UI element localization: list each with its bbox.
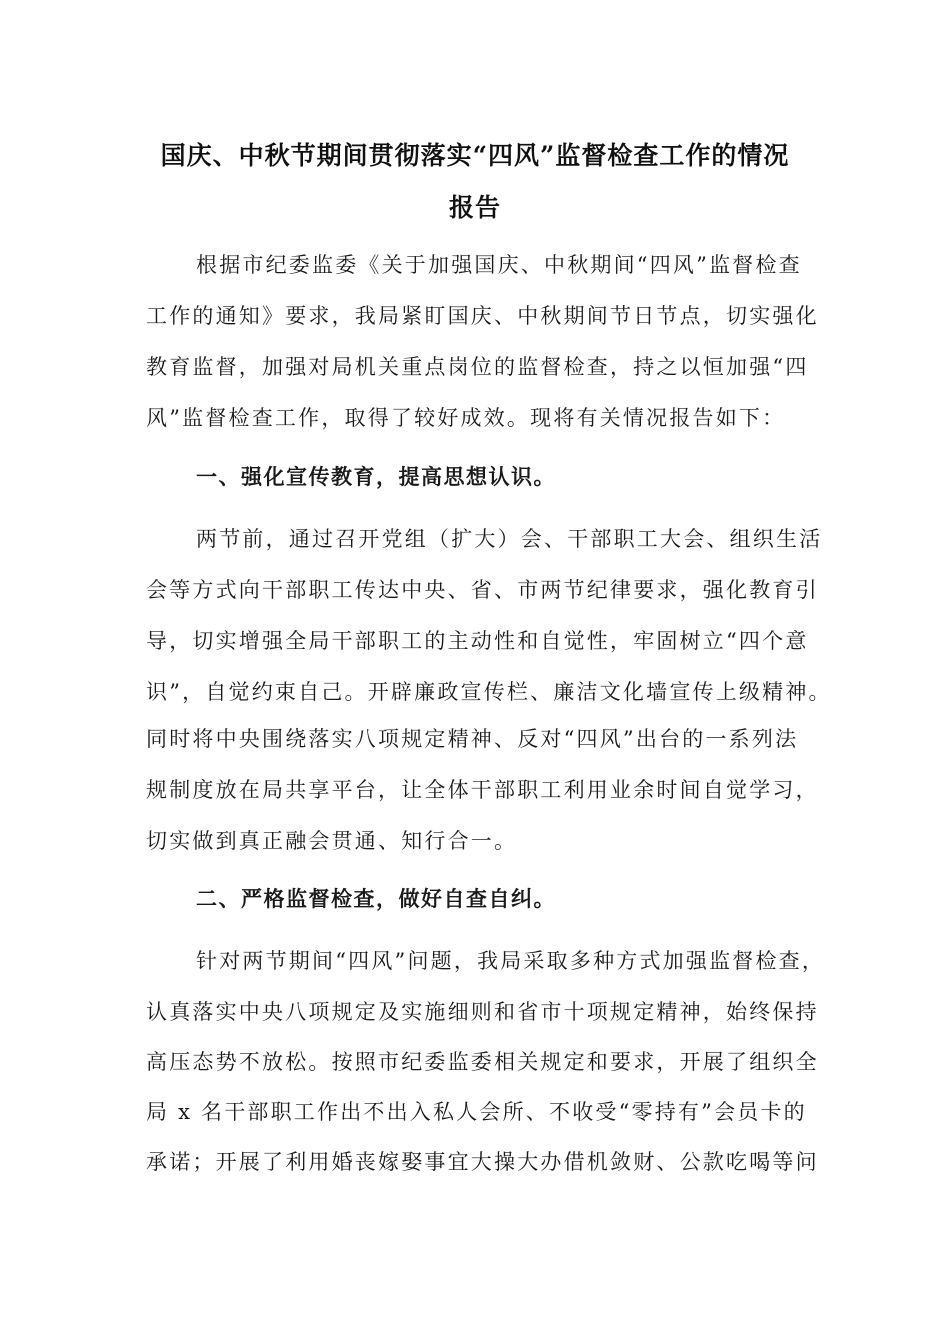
section1-line-6: 规制度放在局共享平台，让全体干部职工利用业余时间自觉学习， — [146, 778, 819, 802]
section2-line-3: 高压态势不放松。按照市纪委监委相关规定和要求，开展了组织全 — [146, 1050, 819, 1074]
document-title-line2: 报告 — [448, 193, 501, 222]
section1-line-4: 识”，自觉约束自己。开辟廉政宣传栏、廉洁文化墙宣传上级精神。 — [146, 680, 832, 704]
intro-line-4: 风”监督检查工作，取得了较好成效。现将有关情况报告如下： — [146, 406, 786, 430]
section1-line-3: 导，切实增强全局干部职工的主动性和自觉性，牢固树立“四个意 — [146, 629, 809, 653]
section2-line-2: 认真落实中央八项规定及实施细则和省市十项规定精神，始终保持 — [146, 1000, 819, 1024]
section1-heading: 一、强化宣传教育，提高思想认识。 — [196, 464, 556, 489]
section1-line-7: 切实做到真正融会贯通、知行合一。 — [146, 829, 518, 853]
section2-line-5: 承诺；开展了利用婚丧嫁娶事宜大操大办借机敛财、公款吃喝等问 — [146, 1150, 819, 1174]
section2-line-4: 局 x 名干部职工作出不出入私人会所、不收受“零持有”会员卡的 — [146, 1100, 807, 1124]
intro-line-3: 教育监督，加强对局机关重点岗位的监督检查，持之以恒加强“四 — [146, 355, 809, 379]
section2-line-1: 针对两节期间“四风”问题，我局采取多种方式加强监督检查， — [196, 949, 826, 973]
section1-line-1: 两节前，通过召开党组（扩大）会、干部职工大会、组织生活 — [196, 527, 823, 551]
section2-heading: 二、严格监督检查，做好自查自纠。 — [196, 886, 556, 911]
section1-line-5: 同时将中央围绕落实八项规定精神、反对“四风”出台的一系列法 — [146, 727, 799, 751]
document-title-line1: 国庆、中秋节期间贯彻落实“四风”监督检查工作的情况 — [160, 141, 790, 170]
intro-line-1: 根据市纪委监委《关于加强国庆、中秋期间“四风”监督检查 — [196, 253, 802, 277]
section1-line-2: 会等方式向干部职工传达中央、省、市两节纪律要求，强化教育引 — [146, 578, 819, 602]
intro-line-2: 工作的通知》要求，我局紧盯国庆、中秋期间节日节点，切实强化 — [146, 304, 819, 328]
